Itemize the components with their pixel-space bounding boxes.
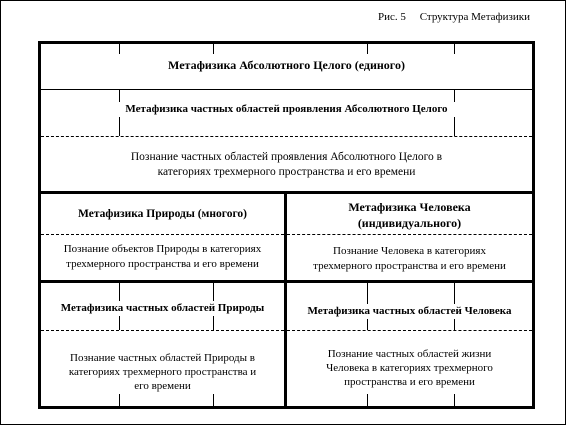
tick-mark: [454, 44, 455, 54]
tick-mark: [213, 44, 214, 54]
text-line: Познание Человека в категориях: [333, 245, 486, 257]
text-line: категориях трехмерного пространства и: [68, 366, 257, 378]
man-partial-knowledge: [287, 347, 532, 389]
divider-line: [41, 89, 532, 90]
partial-areas-knowledge: [41, 150, 532, 180]
metaphysics-man-title: [287, 199, 532, 231]
figure-caption: [378, 11, 530, 23]
man-knowledge: [287, 244, 532, 274]
dashed-divider: [41, 234, 284, 235]
text-line: Познание частных областей проявления Абсолютного Целого в: [130, 151, 443, 163]
text-line: трехмерного пространства и его времени: [66, 258, 259, 270]
dashed-divider: [287, 330, 532, 331]
text-line: Познание объектов Природы в категориях: [63, 243, 262, 255]
tick-mark: [119, 44, 120, 54]
text-line: Человека в категориях трехмерного: [326, 362, 493, 374]
tick-mark: [367, 44, 368, 54]
nature-partial-knowledge: [41, 351, 284, 393]
metaphysics-partial-areas-title: Метафизика частных областей проявления Абсолютного Целого: [41, 102, 532, 117]
metaphysics-nature-partial-title: Метафизика частных областей Природы: [44, 301, 281, 316]
caption-title: Структура Метафизики: [419, 11, 530, 23]
text-line: Познание частных областей жизни: [327, 348, 492, 360]
caption-number: Рис. 5: [378, 11, 406, 23]
dashed-divider: [41, 330, 284, 331]
dashed-divider: [41, 136, 532, 137]
text-line: Метафизика Человека: [348, 200, 471, 214]
tick-mark: [367, 394, 368, 406]
tick-mark: [119, 394, 120, 406]
text-line: Познание частных областей Природы в: [70, 352, 255, 364]
text-line: его времени: [134, 380, 191, 392]
metaphysics-absolute-title: Метафизика Абсолютного Целого (единого): [168, 58, 405, 72]
dashed-divider: [287, 234, 532, 235]
tick-mark: [454, 394, 455, 406]
nature-knowledge: [41, 242, 284, 272]
text-line: пространства и его времени: [344, 376, 475, 388]
metaphysics-man-partial-title: Метафизика частных областей Человека: [290, 304, 529, 319]
section-divider: [41, 280, 532, 283]
text-line: трехмерного пространства и его времени: [313, 260, 506, 272]
text-line: (индивидуального): [357, 216, 462, 230]
metaphysics-nature-title: Метафизика Природы (многого): [78, 208, 247, 220]
text-line: категориях трехмерного пространства и его времени: [157, 166, 416, 178]
tick-mark: [213, 394, 214, 406]
